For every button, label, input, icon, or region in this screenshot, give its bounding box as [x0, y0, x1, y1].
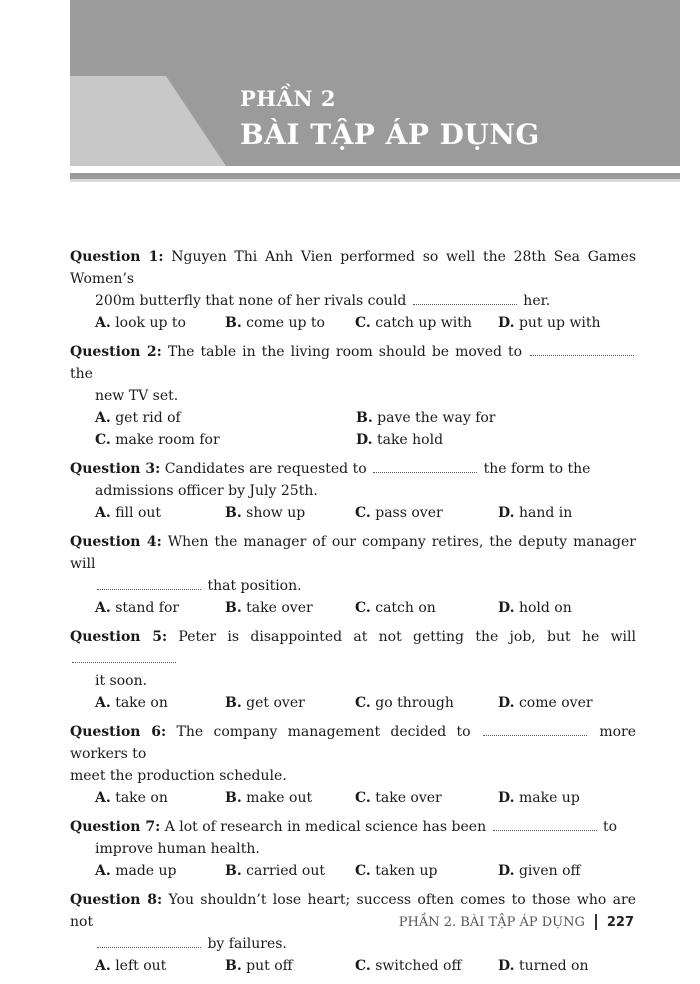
question-text: the [70, 366, 93, 382]
question-text: admissions officer by July 25th. [95, 483, 318, 499]
option-d[interactable]: D. given off [498, 863, 581, 879]
options [70, 787, 636, 809]
option-b[interactable]: B. show up [225, 505, 306, 521]
option-b[interactable]: B. carried out [225, 863, 325, 879]
question-text: by failures. [207, 936, 287, 952]
option-c[interactable]: C. catch on [355, 600, 436, 616]
question-7 [70, 816, 636, 882]
question-text: more workers to [70, 724, 637, 762]
option-d[interactable]: D. hand in [498, 505, 573, 521]
answer-blank [413, 294, 517, 305]
question-3 [70, 458, 636, 524]
question-text: A lot of research in medical science has been [164, 819, 487, 835]
option-d[interactable]: D. come over [498, 695, 593, 711]
option-d[interactable]: D. take hold [356, 432, 444, 448]
option-a[interactable]: A. left out [95, 958, 167, 974]
answer-blank [493, 820, 597, 831]
question-label: Question 6: [70, 724, 167, 740]
question-4 [70, 531, 636, 619]
question-text: the form to the [483, 461, 591, 477]
option-c[interactable]: C. pass over [355, 505, 443, 521]
chapter-banner [0, 0, 700, 190]
option-c[interactable]: C. go through [355, 695, 454, 711]
option-a[interactable]: A. get rid of [95, 410, 181, 426]
option-c[interactable]: C. taken up [355, 863, 438, 879]
question-8 [70, 889, 636, 977]
answer-blank [530, 345, 634, 356]
option-a[interactable]: A. take on [95, 695, 168, 711]
option-a[interactable]: A. look up to [95, 315, 186, 331]
answer-blank [97, 579, 201, 590]
footer-divider [595, 914, 597, 930]
question-text: new TV set. [95, 388, 179, 404]
option-d[interactable]: D. hold on [498, 600, 572, 616]
banner-graphic [0, 0, 700, 190]
option-d[interactable]: D. make up [498, 790, 580, 806]
question-text: The company management decided to [176, 724, 471, 740]
option-a[interactable]: A. made up [95, 863, 177, 879]
question-label: Question 4: [70, 534, 162, 550]
option-c[interactable]: C. make room for [95, 432, 220, 448]
question-text: Peter is disappointed at not getting the job, but he will [178, 629, 636, 645]
option-b[interactable]: B. make out [225, 790, 313, 806]
question-text: that position. [207, 578, 302, 594]
question-text: meet the production schedule. [70, 768, 287, 784]
options [70, 955, 636, 977]
option-b[interactable]: B. come up to [225, 315, 325, 331]
question-text: Candidates are requested to [164, 461, 367, 477]
option-d[interactable]: D. put up with [498, 315, 601, 331]
question-text: The table in the living room should be moved to [167, 344, 523, 360]
options [70, 860, 636, 882]
question-2 [70, 341, 636, 451]
option-c[interactable]: C. take over [355, 790, 442, 806]
option-a[interactable]: A. take on [95, 790, 168, 806]
option-b[interactable]: B. get over [225, 695, 305, 711]
page-footer [399, 914, 634, 930]
option-c[interactable]: C. switched off [355, 958, 462, 974]
question-6 [70, 721, 636, 809]
question-1 [70, 246, 636, 334]
footer-section-title: PHẦN 2. BÀI TẬP ÁP DỤNG [398, 914, 585, 930]
option-b[interactable]: B. pave the way for [356, 410, 496, 426]
question-text: You shouldn’t lose heart; success often comes to those who are not [70, 892, 637, 930]
question-label: Question 5: [70, 629, 168, 645]
question-text: Nguyen Thi Anh Vien performed so well the 28th Sea Games Women’s [70, 249, 637, 287]
question-list [70, 246, 636, 984]
question-text: her. [523, 293, 551, 309]
options [70, 407, 636, 429]
options [70, 692, 636, 714]
banner-stripe [70, 173, 680, 179]
answer-blank [373, 462, 477, 473]
option-a[interactable]: A. fill out [95, 505, 162, 521]
answer-blank [72, 652, 176, 663]
options [70, 429, 636, 451]
option-d[interactable]: D. turned on [498, 958, 589, 974]
options [70, 502, 636, 524]
part-label: PHẦN 2 [240, 86, 337, 111]
question-5 [70, 626, 636, 714]
question-label: Question 1: [70, 249, 164, 265]
option-a[interactable]: A. stand for [95, 600, 180, 616]
question-label: Question 3: [70, 461, 161, 477]
options [70, 597, 636, 619]
question-text: When the manager of our company retires, the deputy manager will [70, 534, 636, 572]
question-label: Question 7: [70, 819, 161, 835]
options [70, 312, 636, 334]
option-c[interactable]: C. catch up with [355, 315, 472, 331]
question-label: Question 8: [70, 892, 163, 908]
question-label: Question 2: [70, 344, 162, 360]
answer-blank [483, 725, 587, 736]
option-b[interactable]: B. put off [225, 958, 293, 974]
question-text: it soon. [95, 673, 148, 689]
answer-blank [97, 937, 201, 948]
question-text: 200m butterfly that none of her rivals could [95, 293, 407, 309]
question-text: improve human health. [95, 841, 260, 857]
part-title: BÀI TẬP ÁP DỤNG [240, 118, 540, 151]
page-number: 227 [606, 914, 634, 930]
question-text: to [603, 819, 618, 835]
option-b[interactable]: B. take over [225, 600, 313, 616]
